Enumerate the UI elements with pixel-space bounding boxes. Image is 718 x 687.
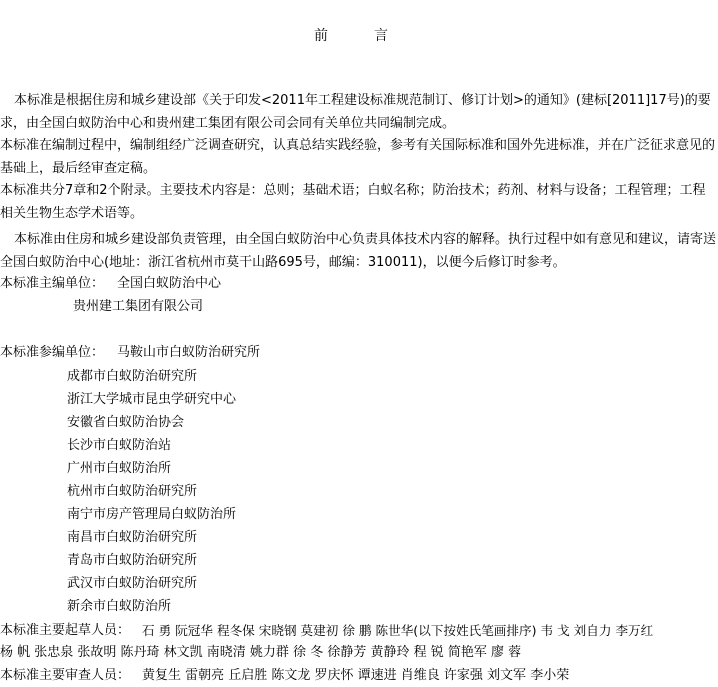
participating-unit-item: 马鞍山市白蚁防治研究所: [117, 345, 261, 360]
reviewers-names: 黄复生 雷朝亮 丘启胜 陈文龙 罗庆怀 谭速进 肖维良 许家强 刘文军 李小荣: [142, 668, 570, 683]
chief-unit-item: 全国白蚁防治中心: [117, 276, 222, 291]
participating-unit-item: 浙江大学城市昆虫学研究中心: [67, 392, 237, 407]
drafters-label: 本标准主要起草人员：: [0, 623, 131, 638]
participating-unit-item: 杭州市白蚁防治研究所: [67, 484, 198, 499]
participating-unit-item: 安徽省白蚁防治协会: [67, 415, 185, 430]
participating-unit-item: 武汉市白蚁防治研究所: [67, 576, 198, 591]
participating-unit-item: 长沙市白蚁防治站: [67, 438, 172, 453]
participating-units-label: 本标准参编单位：: [0, 345, 105, 360]
paragraph-management: 本标准由住房和城乡建设部负责管理，由全国白蚁防治中心负责具体技术内容的解释。执行过程中如有意见和建议，请寄送全国白蚁防治中心(地址：浙江省杭州市莫干山路695号，邮编：310011)，以便今后修订时参考。: [0, 232, 717, 270]
reviewers-label: 本标准主要审查人员：: [0, 668, 131, 683]
paragraph-content: 本标准共分7章和2个附录。主要技术内容是：总则；基础术语；白蚁名称；防治技术；药剂、材料与设备；工程管理；工程相关生物生态学术语等。: [0, 183, 706, 221]
chief-units-label: 本标准主编单位：: [0, 276, 105, 291]
page-title: 前 言: [314, 28, 404, 44]
paragraph-process: 本标准在编制过程中，编制组经广泛调查研究，认真总结实践经验，参考有关国际标准和国外先进标准，并在广泛征求意见的基础上，最后经审查定稿。: [0, 138, 716, 176]
chief-unit-item: 贵州建工集团有限公司: [73, 299, 204, 314]
drafters-names: 杨 帆 张忠泉 张故明 陈丹琦 林文凯 南晓清 姚力群 徐 冬 徐静芳 黄静玲 程 锐 简艳军 廖 蓉: [0, 645, 522, 660]
participating-unit-item: 成都市白蚁防治研究所: [67, 369, 198, 384]
participating-unit-item: 南宁市房产管理局白蚁防治所: [67, 507, 237, 522]
paragraph-basis: 本标准是根据住房和城乡建设部《关于印发<2011年工程建设标准规范制订、修订计划>的通知》(建标[2011]17号)的要求，由全国白蚁防治中心和贵州建工集团有限公司会同有关单位共同编制完成。: [0, 93, 711, 131]
participating-unit-item: 南昌市白蚁防治研究所: [67, 530, 198, 545]
participating-unit-item: 广州市白蚁防治所: [67, 461, 172, 476]
drafters-names: 石 勇 阮冠华 程冬保 宋晓钢 莫建初 徐 鹏 陈世华(以下按姓氏笔画排序) 韦 戈 刘自力 李万红: [142, 623, 654, 638]
participating-unit-item: 青岛市白蚁防治研究所: [67, 553, 198, 568]
participating-unit-item: 新余市白蚁防治所: [67, 599, 172, 614]
